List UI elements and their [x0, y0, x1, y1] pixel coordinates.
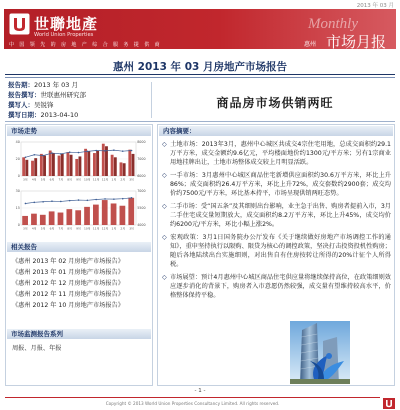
summary-bullet-text: 一手市场：3月惠州中心城区商品住宅新增供应面积约30.6万平方米，环比上升86%；成交面积约26.4万平方米，环比上升72%，成交套数约2900套；成交均价约7500元/平方米，环比基本持平，市场呈现供销两旺态势。	[170, 172, 391, 197]
summary-bullet	[162, 140, 391, 167]
info-divider	[151, 82, 152, 118]
summary-bullet-text: 二手市场：受“国五条”及其细则出台影响，业主急于出售、购房者提前入市，3月二手住宅成交量短期放大，成交面积约8.2万平方米，环比上升45%，成交均价约6200元/平方米，环比小幅上涨2%。	[170, 203, 391, 228]
bar	[102, 144, 105, 176]
x-tick-label: 8月	[67, 177, 73, 182]
info-org	[8, 90, 148, 100]
bar	[75, 159, 78, 176]
summary-bullet-text: 宏观政策：3月1日国务院办公厅发布《关于继续做好房地产市场调控工作的通知》，重申坚持执行以限购、限贷为核心的调控政策，坚决打击投资投机性购房；随后各地陆续出台实施细则，对出售自有住房按转让所得的20%计征个人所得税。	[170, 234, 391, 268]
x-tick-label: 6月	[49, 226, 55, 231]
report-headline: 商品房市场供销两旺	[216, 96, 334, 110]
bar	[31, 161, 34, 176]
line-point	[60, 201, 62, 203]
line-point	[69, 151, 71, 153]
x-tick-label: 7月	[58, 226, 64, 231]
x-tick-label: 10月	[84, 177, 91, 182]
line-point	[42, 155, 44, 157]
page-header	[4, 9, 396, 49]
bar	[61, 154, 64, 176]
bar	[58, 156, 61, 176]
x-tick-label: 5月	[40, 177, 46, 182]
summary-bullet-text: 土地市场：2013年3月，惠州中心城区共成交4宗住宅用地，总成交面积约29.1万平方米，成交金额约9.6亿元，平均楼面地价约1300元/平方米；另有1宗商业用地挂牌出让，土地市场整体成交较上月明显活跃。	[170, 141, 391, 166]
footer-rule	[5, 397, 380, 398]
info-date-label: 撰写日期：	[8, 111, 41, 119]
page-number: - 1 -	[194, 388, 206, 394]
diamond-outline-icon: ◇	[162, 234, 167, 241]
bar	[128, 198, 134, 225]
bar	[66, 209, 72, 225]
x-tick-label: 9月	[76, 226, 81, 231]
bar	[43, 156, 46, 176]
y-tick-label: 15	[15, 206, 20, 211]
report-info	[8, 80, 148, 120]
bar	[31, 214, 37, 225]
diamond-outline-icon: ◇	[162, 172, 167, 179]
x-tick-label: 5月	[40, 226, 46, 231]
x-tick-label: 12月	[101, 226, 109, 231]
x-tick-label: 3月	[129, 226, 134, 231]
brand-name-en: World Union Properties	[34, 32, 94, 38]
line-point	[78, 199, 80, 201]
footer-copyright: Copyright © 2013 World Union Properties Consultancy Limited. All rights reserved.	[105, 401, 280, 406]
info-date-value: 2013-04-10	[40, 111, 79, 119]
y-tick-label: 40	[15, 140, 20, 145]
line-point	[25, 203, 27, 205]
summary-bullet	[162, 202, 391, 229]
trend-chart-1	[8, 138, 150, 185]
y2-tick-label: 6000	[137, 174, 146, 179]
line-point	[87, 199, 89, 201]
line-point	[60, 153, 62, 155]
bar	[49, 151, 52, 177]
building-photo	[290, 321, 350, 384]
bar	[93, 153, 96, 176]
brand-slogan: 中国领先的房地产综合服务提供商	[9, 42, 166, 48]
info-org-label: 报告撰写：	[8, 91, 41, 99]
city-label: 惠州	[304, 41, 317, 48]
x-tick-label: 6月	[49, 177, 55, 182]
report-title: 惠州 2013 年 03 月房地产市场报告	[113, 61, 287, 73]
bar	[22, 157, 25, 176]
line-point	[33, 202, 35, 204]
x-tick-label: 3月	[129, 177, 134, 182]
summary-bullet	[162, 171, 391, 198]
y2-tick-label: 8000	[137, 140, 146, 145]
x-tick-label: 12月	[101, 177, 109, 182]
line-point	[122, 150, 124, 152]
summary-bullet-text: 市场展望：预计4月惠州中心城区商品住宅供应量将继续保持高位，在政策细则效应逐步消化的背景下，购房者入市意愿仍然较强，成交量有望维持较高水平，价格整体保持平稳。	[170, 274, 391, 299]
y2-tick-label: 7000	[137, 189, 146, 194]
info-period-value: 2013 年 03 月	[34, 81, 79, 89]
x-tick-label: 7月	[58, 177, 64, 182]
y2-tick-label: 4000	[137, 223, 146, 228]
report-series-text: 周报、月报、年报	[12, 345, 62, 352]
info-period	[8, 80, 148, 90]
x-tick-label: 4月	[31, 177, 37, 182]
bar	[120, 162, 123, 176]
diamond-outline-icon: ◇	[162, 274, 167, 281]
bar	[58, 213, 64, 225]
diamond-outline-icon: ◇	[162, 203, 167, 210]
line-point	[33, 154, 35, 156]
x-tick-label: 2月	[120, 226, 126, 231]
info-author-label: 撰写人：	[8, 101, 34, 109]
line-point	[104, 198, 106, 200]
line-point	[51, 152, 53, 154]
info-author	[8, 100, 148, 110]
report-type-label: 市场月报	[326, 33, 387, 49]
bar	[87, 151, 90, 176]
line-point	[104, 150, 106, 152]
line-point	[113, 149, 115, 151]
title-rule-thin	[5, 77, 395, 78]
info-rule	[5, 121, 395, 122]
line-point	[95, 150, 97, 152]
summary-bullets	[162, 140, 391, 304]
bar	[52, 153, 55, 176]
bar	[96, 151, 99, 177]
related-report-item: 《惠州 2013 年 01 月房地产市场报告》	[12, 269, 124, 276]
x-tick-label: 9月	[76, 177, 81, 182]
bar	[102, 200, 108, 225]
line-point	[131, 150, 133, 152]
bar	[132, 154, 135, 176]
y2-tick-label: 7000	[137, 157, 146, 162]
brand-name-cn: 世聯地產	[34, 15, 99, 33]
x-tick-label: 3月	[23, 226, 28, 231]
logo-background	[10, 14, 30, 35]
x-tick-label: 3月	[23, 177, 28, 182]
y-tick-label: 30	[15, 189, 20, 194]
summary-panel	[157, 124, 395, 386]
section-header-series: 市场监测报告系列	[7, 329, 151, 339]
section-header-related: 相关报告	[7, 242, 151, 252]
line-point	[51, 200, 53, 202]
bar	[22, 216, 28, 225]
summary-bullet	[162, 233, 391, 269]
footer-logo-background	[383, 398, 395, 409]
line-point	[113, 198, 115, 200]
x-tick-label: 10月	[84, 226, 91, 231]
bar	[84, 207, 90, 225]
y-tick-label: 0	[17, 223, 20, 228]
y-tick-label: 20	[15, 157, 20, 162]
bar	[111, 203, 117, 225]
bar	[25, 160, 28, 176]
x-tick-label: 1月	[111, 177, 117, 182]
x-tick-label: 4月	[31, 226, 37, 231]
related-report-item: 《惠州 2013 年 02 月房地产市场报告》	[12, 258, 124, 265]
info-date	[8, 110, 148, 120]
related-report-item: 《惠州 2012 年 12 月房地产市场报告》	[12, 280, 124, 287]
line-point	[78, 152, 80, 154]
bar	[40, 215, 46, 225]
bar	[40, 154, 43, 176]
emblem-sphere	[326, 353, 332, 359]
diamond-outline-icon: ◇	[162, 141, 167, 148]
line-point	[69, 200, 71, 202]
ground-strip	[290, 379, 350, 384]
info-org-value: 世联惠州研究部	[40, 91, 86, 99]
section-header-trend: 市场走势	[7, 126, 151, 136]
related-report-list	[12, 256, 150, 311]
top-date: 2013 年 03 月	[356, 3, 394, 9]
bar	[49, 211, 55, 225]
title-rule	[5, 74, 395, 75]
monthly-label: Monthly	[308, 16, 358, 32]
bar	[34, 158, 37, 176]
y-tick-label: 0	[17, 174, 20, 179]
related-report-item: 《惠州 2012 年 10 月房地产市场报告》	[12, 302, 124, 309]
trend-chart-2	[8, 187, 150, 234]
y2-tick-label: 5500	[137, 206, 146, 211]
x-tick-label: 1月	[111, 226, 117, 231]
x-tick-label: 11月	[92, 177, 100, 182]
bar	[93, 205, 99, 225]
summary-bullet	[162, 273, 391, 300]
bar	[79, 156, 82, 176]
bar	[123, 163, 126, 176]
x-tick-label: 8月	[67, 226, 73, 231]
bar	[66, 152, 69, 176]
info-period-label: 报告期：	[8, 81, 34, 89]
bar	[114, 157, 117, 176]
section-header-summary: 内容摘要：	[159, 126, 393, 136]
bar	[128, 150, 131, 176]
line-point	[131, 197, 133, 199]
bar	[70, 155, 73, 176]
bar	[111, 155, 114, 176]
world-union-logo-icon	[383, 398, 395, 409]
line-point	[42, 201, 44, 203]
line-point	[25, 157, 27, 159]
x-tick-label: 2月	[120, 177, 126, 182]
bar	[120, 206, 126, 225]
related-report-item: 《惠州 2012 年 11 月房地产市场报告》	[12, 291, 124, 298]
left-sidebar	[5, 124, 153, 386]
bar	[75, 210, 81, 225]
bar	[84, 149, 87, 176]
world-union-logo-icon	[9, 13, 30, 35]
line-point	[87, 151, 89, 153]
line-point	[122, 198, 124, 200]
info-author-value: 吴锐锋	[34, 101, 54, 109]
line-point	[95, 199, 97, 201]
x-tick-label: 11月	[92, 226, 100, 231]
